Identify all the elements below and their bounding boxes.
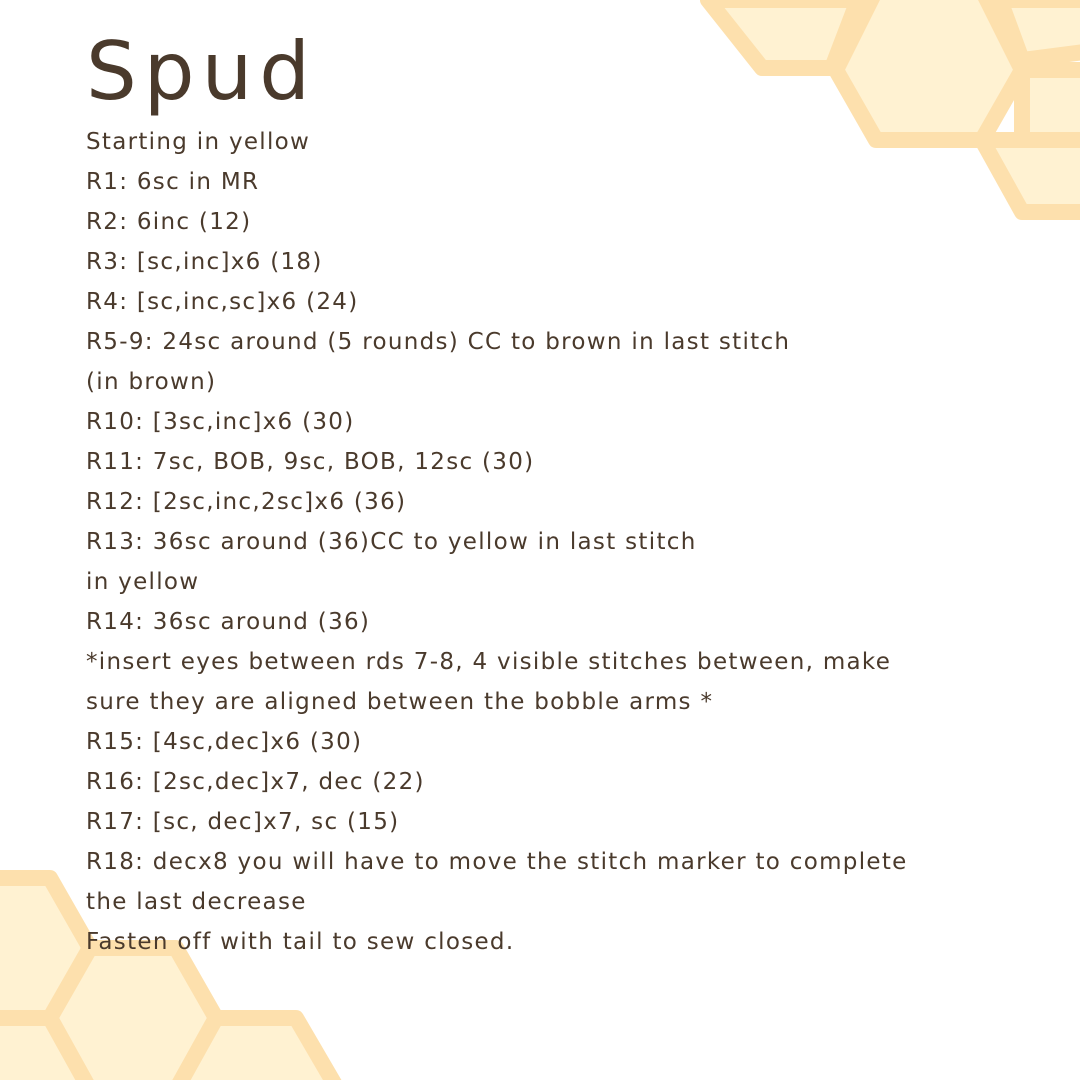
instruction-line: (in brown) xyxy=(86,369,217,395)
instruction-line: R12: [2sc,inc,2sc]x6 (36) xyxy=(86,489,407,515)
instruction-line: R13: 36sc around (36)CC to yellow in last stitch xyxy=(86,529,697,555)
instruction-line: Starting in yellow xyxy=(86,129,311,155)
instruction-line: sure they are aligned between the bobble arms * xyxy=(86,689,714,715)
instruction-line: R17: [sc, dec]x7, sc (15) xyxy=(86,809,400,835)
instruction-line: R3: [sc,inc]x6 (18) xyxy=(86,249,323,275)
instruction-line: Fasten off with tail to sew closed. xyxy=(86,929,515,955)
instruction-line: R1: 6sc in MR xyxy=(86,169,260,195)
pattern-card xyxy=(86,22,986,962)
instruction-line: R18: decx8 you will have to move the stitch marker to complete xyxy=(86,849,908,875)
pattern-instructions xyxy=(86,122,986,962)
instruction-line: the last decrease xyxy=(86,889,307,915)
instruction-line: R2: 6inc (12) xyxy=(86,209,252,235)
instruction-line: R11: 7sc, BOB, 9sc, BOB, 12sc (30) xyxy=(86,449,535,475)
instruction-line: in yellow xyxy=(86,569,200,595)
instruction-line: R5-9: 24sc around (5 rounds) CC to brown in last stitch xyxy=(86,329,791,355)
instruction-line: R4: [sc,inc,sc]x6 (24) xyxy=(86,289,359,315)
instruction-line: *insert eyes between rds 7-8, 4 visible stitches between, make xyxy=(86,649,892,675)
page-title: Spud xyxy=(86,25,318,118)
hexagon-shape xyxy=(1022,70,1080,140)
instruction-line: R15: [4sc,dec]x6 (30) xyxy=(86,729,363,755)
instruction-line: R14: 36sc around (36) xyxy=(86,609,371,635)
instruction-line: R10: [3sc,inc]x6 (30) xyxy=(86,409,355,435)
hexagon-shape xyxy=(982,140,1080,212)
hexagon-shape xyxy=(1000,0,1080,60)
instruction-line: R16: [2sc,dec]x7, dec (22) xyxy=(86,769,425,795)
